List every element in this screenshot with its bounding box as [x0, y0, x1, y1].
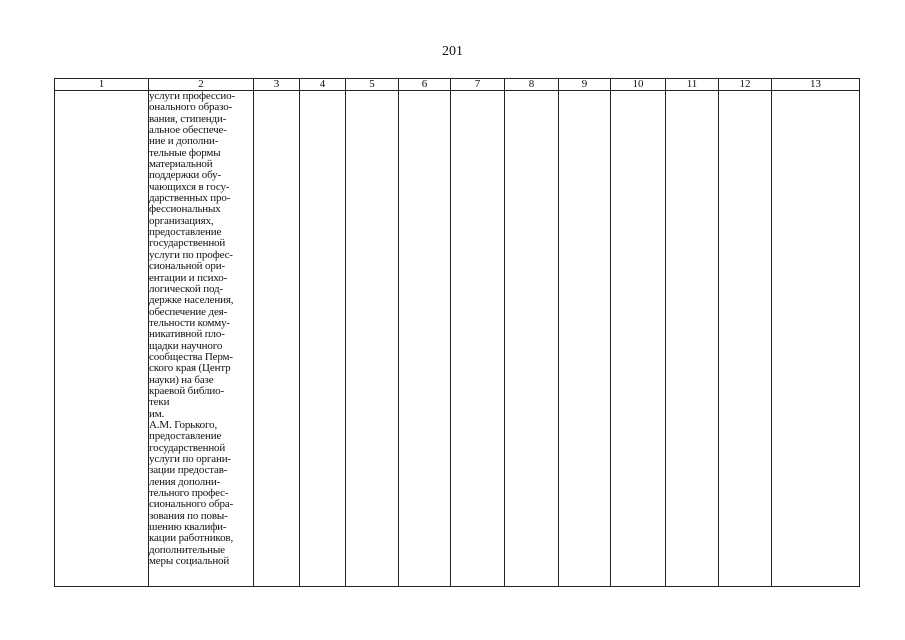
- cell-text-line: никативной пло-: [149, 329, 225, 341]
- cell-col-3: [254, 91, 300, 587]
- column-header-11: 11: [666, 79, 719, 91]
- column-header-6: 6: [399, 79, 451, 91]
- cell-col-4: [300, 91, 346, 587]
- cell-text-line: шению квалифи-: [149, 522, 227, 534]
- cell-text-line: сиональной ори-: [149, 261, 225, 273]
- column-header-13: 13: [772, 79, 860, 91]
- column-header-3: 3: [254, 79, 300, 91]
- cell-text-line: щадки научного: [149, 340, 223, 352]
- data-table: [54, 78, 860, 587]
- cell-text-line: науки) на базе: [149, 374, 214, 386]
- cell-text-line: зования по повы-: [149, 510, 228, 522]
- cell-text-line: предоставление: [149, 227, 222, 239]
- cell-col-8: [505, 91, 559, 587]
- cell-text-line: держке населения,: [149, 295, 234, 307]
- cell-text-line: поддержки обу-: [149, 170, 221, 182]
- cell-text-line: краевой библио-: [149, 385, 224, 397]
- cell-text-line: ления дополни-: [149, 476, 221, 488]
- cell-text-line: сионального обра-: [149, 499, 234, 511]
- cell-text-line: теки: [149, 397, 170, 409]
- page-number: 201: [442, 44, 463, 59]
- cell-text-line: ентации и психо-: [149, 272, 228, 284]
- cell-text-line: государственной: [149, 442, 226, 454]
- column-header-1: 1: [55, 79, 149, 91]
- cell-text-line: предоставление: [149, 431, 222, 443]
- header-row: [55, 79, 860, 91]
- cell-text-line: тельные формы: [149, 147, 221, 159]
- cell-col-6: [399, 91, 451, 587]
- cell-text-line: ского края (Центр: [149, 363, 231, 375]
- cell-text-line: услуги профессио-: [149, 91, 235, 102]
- cell-text-line: ние и дополни-: [149, 136, 219, 148]
- cell-text-line: услуги по профес-: [149, 249, 233, 261]
- column-header-2: 2: [149, 79, 254, 91]
- cell-text-line: А.М. Горького,: [149, 419, 218, 431]
- cell-text-line: услуги по органи-: [149, 454, 231, 465]
- cell-text-line: тельности комму-: [149, 317, 230, 329]
- cell-text-line: государственной: [149, 238, 226, 250]
- column-header-7: 7: [451, 79, 505, 91]
- cell-text-line: онального образо-: [149, 102, 233, 114]
- cell-text-line: им.: [149, 408, 165, 420]
- cell-col-1: [55, 91, 149, 587]
- cell-text-line: зации предостав-: [149, 465, 228, 477]
- cell-text-line: чающихся в госу-: [149, 181, 230, 193]
- cell-text-line: дарственных про-: [149, 193, 231, 205]
- cell-text-line: обеспечение дея-: [149, 306, 228, 318]
- cell-text-line: меры социальной: [149, 556, 230, 568]
- cell-text-line: вания, стипенди-: [149, 113, 227, 125]
- cell-text-line: сообщества Перм-: [149, 351, 233, 363]
- cell-text-line: фессиональных: [149, 204, 221, 216]
- column-header-4: 4: [300, 79, 346, 91]
- cell-text-line: организациях,: [149, 215, 214, 227]
- cell-text-line: логической под-: [149, 283, 223, 295]
- cell-col-5: [346, 91, 399, 587]
- cell-col-7: [451, 91, 505, 587]
- cell-text-line: дополнительные: [149, 544, 225, 556]
- cell-text-line: кации работников,: [149, 533, 234, 545]
- column-header-12: 12: [719, 79, 772, 91]
- cell-col-2-description: [149, 91, 254, 587]
- cell-col-10: [611, 91, 666, 587]
- cell-col-13: [772, 91, 860, 587]
- cell-text-line: тельного профес-: [149, 488, 229, 500]
- column-header-8: 8: [505, 79, 559, 91]
- cell-col-11: [666, 91, 719, 587]
- cell-col-12: [719, 91, 772, 587]
- column-header-9: 9: [559, 79, 611, 91]
- cell-text-line: альное обеспече-: [149, 125, 227, 137]
- cell-col-9: [559, 91, 611, 587]
- table-row: [55, 91, 860, 587]
- column-header-5: 5: [346, 79, 399, 91]
- cell-text-line: материальной: [149, 159, 213, 171]
- column-header-10: 10: [611, 79, 666, 91]
